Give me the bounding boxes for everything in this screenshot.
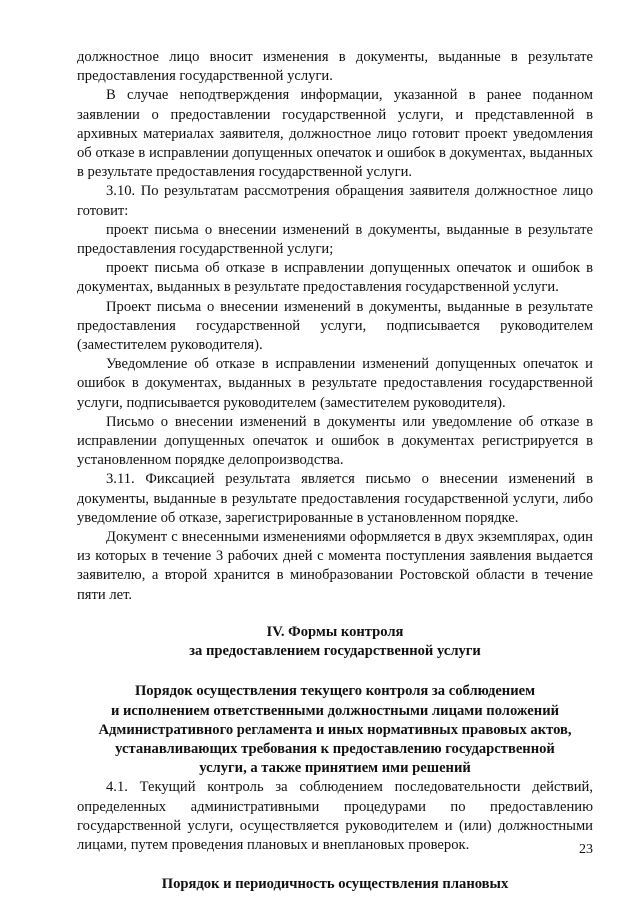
- subheading-line: и исполнением ответственными должностными лицами положений: [110, 702, 560, 719]
- paragraph-registration: Письмо о внесении изменений в документы или уведомление об отказе в исправлении допущенных опечаток и ошибок в документах регистрируется в установленном порядке делопроизводства.: [77, 413, 593, 469]
- subsection-heading: [77, 682, 593, 778]
- subheading-line: устанавливающих требования к предоставлению государственной: [115, 740, 555, 757]
- section-heading: [77, 623, 593, 661]
- paragraph-draft-letter-refusal: проект письма об отказе в исправлении допущенных опечаток и ошибок в документах, выданных в результате предоставления государственной услуги.: [77, 260, 593, 296]
- section-title-line-2: за предоставлением государственной услуги: [189, 643, 481, 660]
- paragraph-refusal-signed: Уведомление об отказе в исправлении изменений допущенных опечаток и ошибок в документах, выданных в результате предоставления государственной услуги, подписывается руководителем (заместителем руководителя).: [77, 356, 593, 411]
- document-page: [77, 48, 593, 894]
- subheading-line: Порядок осуществления текущего контроля за соблюдением: [134, 683, 536, 700]
- paragraph-3-10: 3.10. По результатам рассмотрения обращения заявителя должностное лицо готовит:: [77, 183, 593, 219]
- section-title-line-1: IV. Формы контроля: [266, 623, 404, 640]
- paragraph-4-1: 4.1. Текущий контроль за соблюдением последовательности действий, определенных административными процедурами по предоставлению государственной услуги, осуществляется руководителем и (или) должностными лицами, путем проведения плановых и внеплановых проверок.: [77, 779, 593, 853]
- paragraph-3-11: 3.11. Фиксацией результата является письмо о внесении изменений в документы, выданные в результате предоставления государственной услуги, либо уведомление об отказе, зарегистрированные в установленном порядке.: [77, 471, 593, 526]
- subheading-line: Административного регламента и иных нормативных правовых актов,: [98, 721, 572, 738]
- paragraph-non-confirmation: В случае неподтверждения информации, указанной в ранее поданном заявлении о предоставлении государственной услуги, и представленной в архивных материалах заявителя, должностное лицо готовит проект уведомления об отказе в исправлении допущенных опечаток и ошибок в документах, выданных в результате предоставления государственной услуги.: [77, 87, 593, 181]
- paragraph-document-copies: Документ с внесенными изменениями оформляется в двух экземплярах, один из которых в течение 3 рабочих дней с момента поступления заявления выдается заявителю, а второй хранится в минобразовании Ростовской области в течение пяти лет.: [77, 529, 593, 603]
- paragraph-continuation: должностное лицо вносит изменения в документы, выданные в результате предоставления государственной услуги.: [77, 49, 593, 85]
- next-subheading: Порядок и периодичность осуществления плановых: [161, 876, 509, 893]
- subheading-line: услуги, а также принятием ими решений: [199, 760, 471, 777]
- paragraph-draft-letter-changes: проект письма о внесении изменений в документы, выданные в результате предоставления государственной услуги;: [77, 221, 593, 258]
- paragraph-draft-signed: Проект письма о внесении изменений в документы, выданные в результате предоставления государственной услуги, подписывается руководителем (заместителем руководителя).: [77, 298, 593, 354]
- page-number: 23: [579, 842, 593, 857]
